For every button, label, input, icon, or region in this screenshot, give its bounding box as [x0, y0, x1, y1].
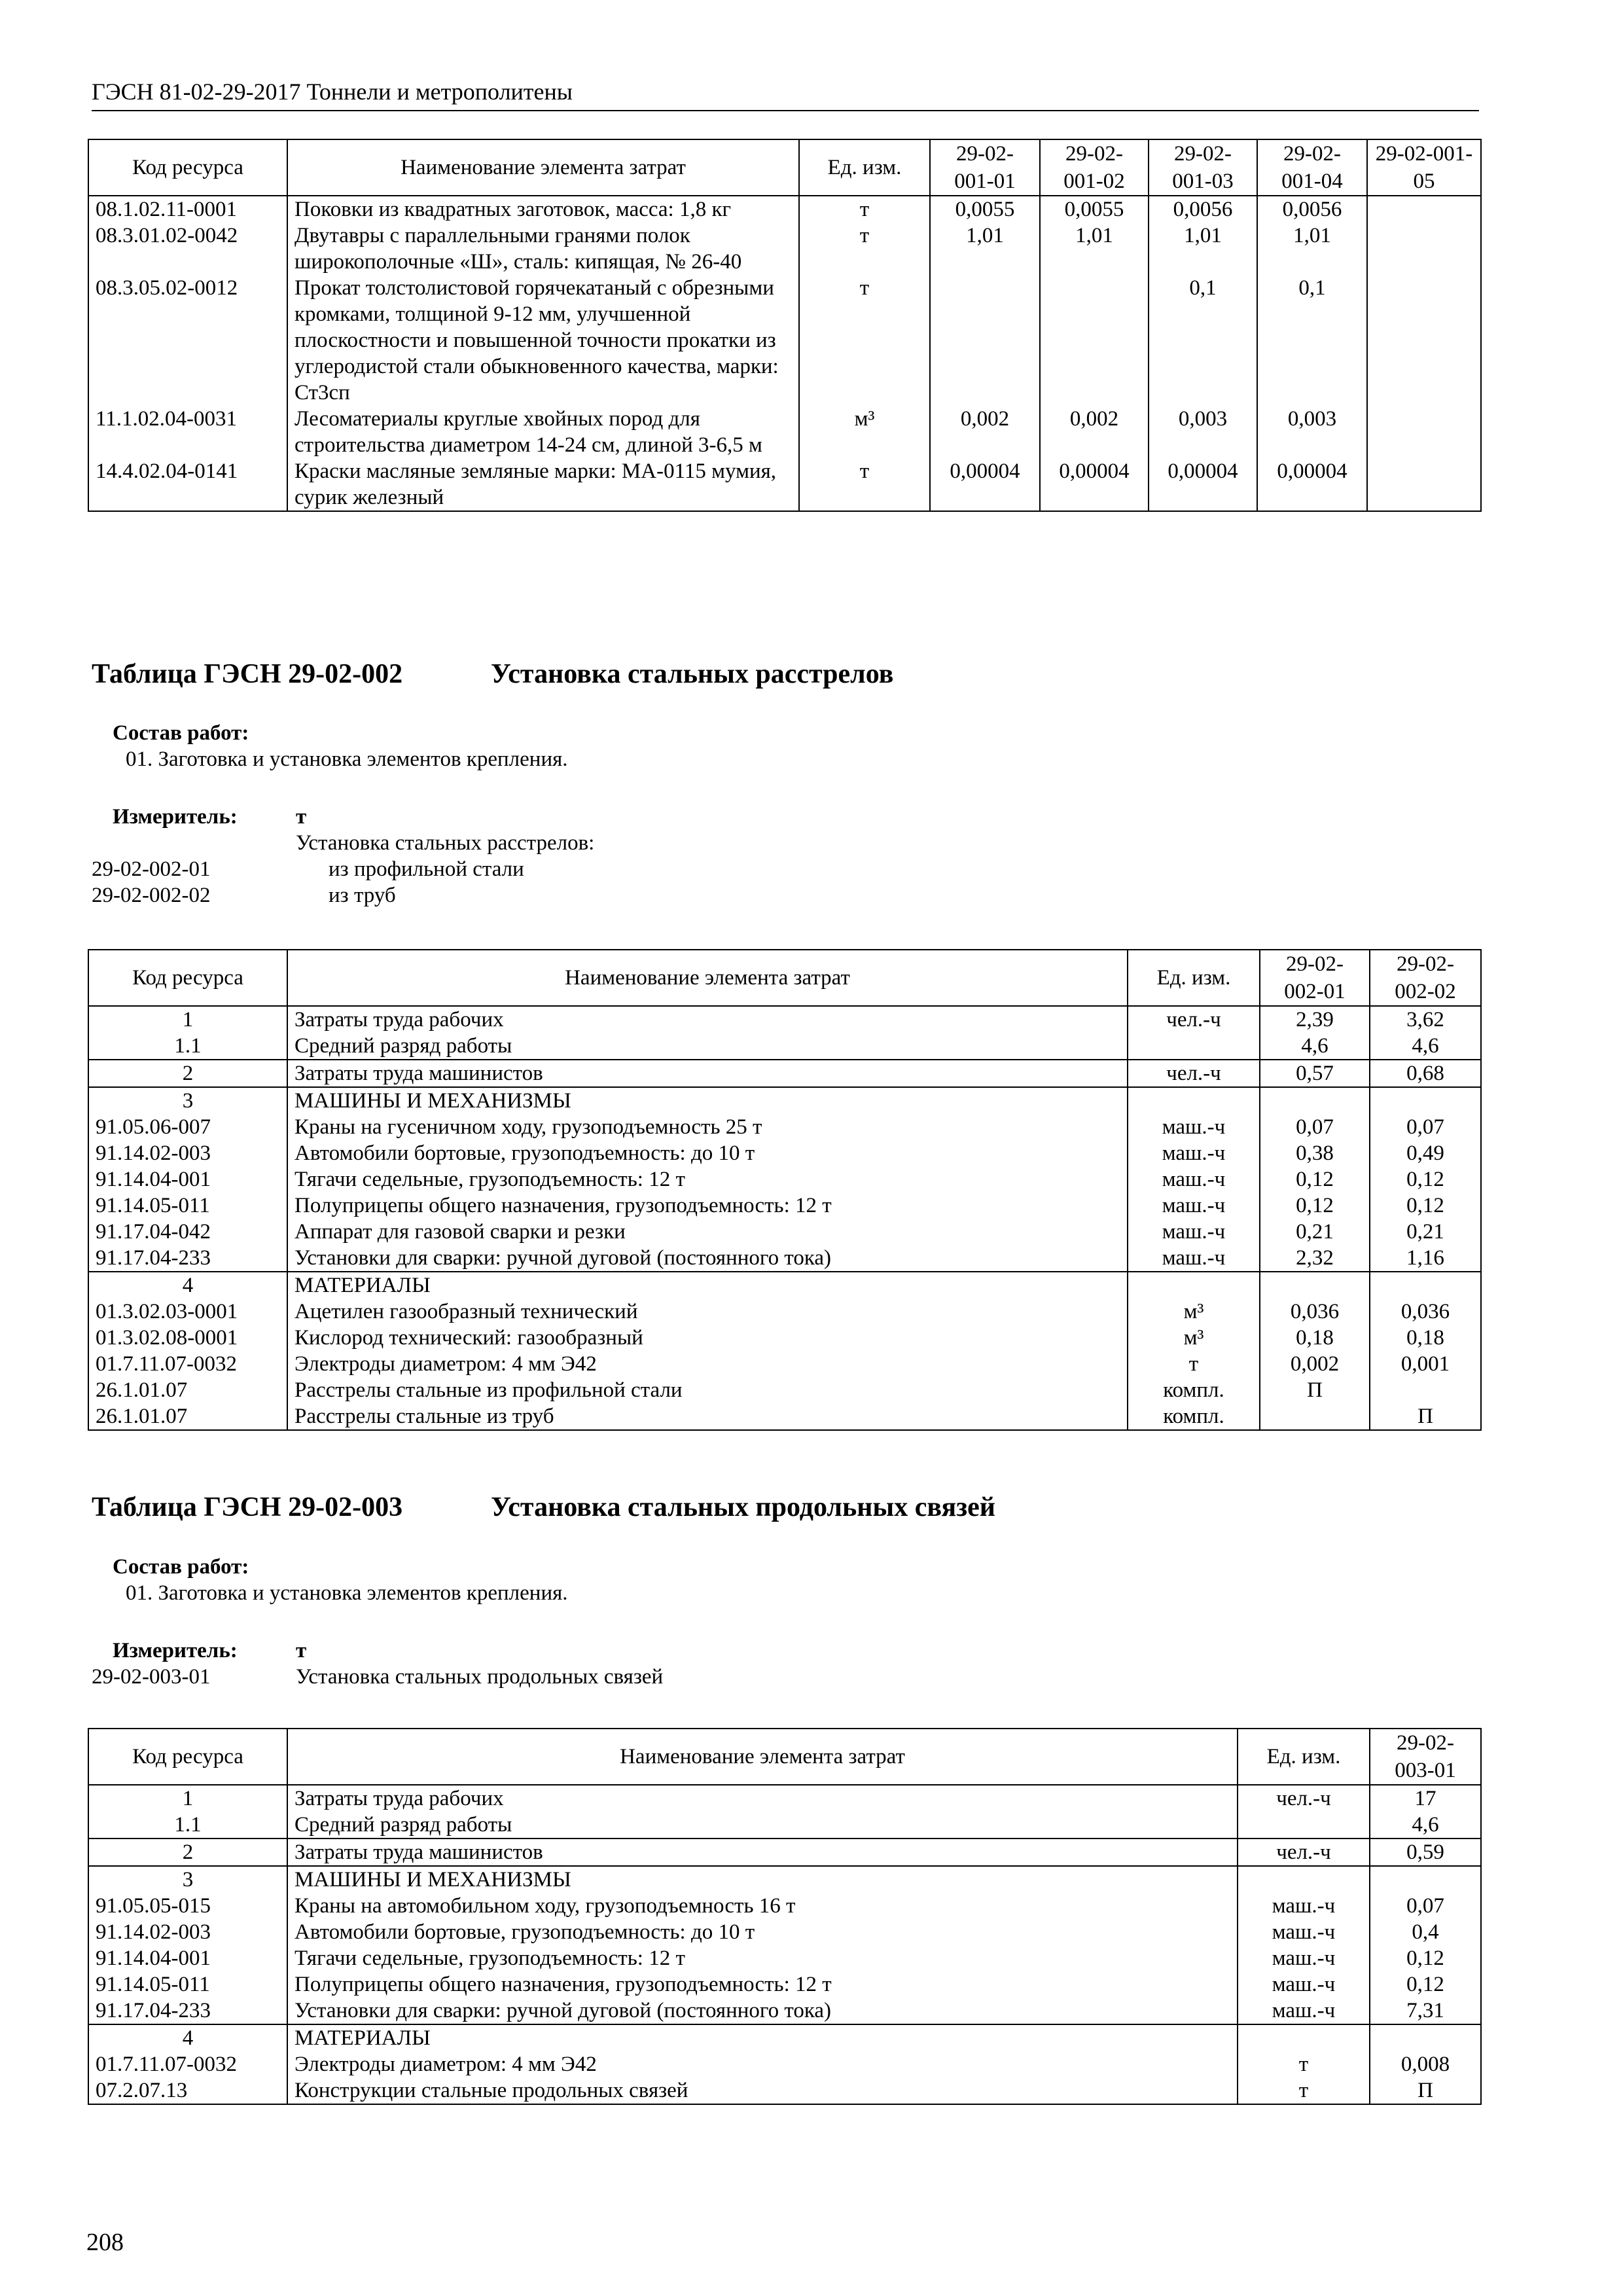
cell-code: 91.17.04-042	[88, 1219, 287, 1245]
cell-value: 4,6	[1260, 1033, 1370, 1060]
cell-name: Тягачи седельные, грузоподъемность: 12 т	[287, 1166, 1128, 1193]
meter-item-text: Установка стальных продольных связей	[296, 1665, 664, 1689]
table-row	[88, 275, 1481, 406]
cell-name: Тягачи седельные, грузоподъемность: 12 т	[287, 1945, 1238, 1971]
works-item: 01. Заготовка и установка элементов крепления.	[126, 747, 568, 771]
col-header-code: Код ресурса	[88, 950, 287, 1006]
cell-name: МАТЕРИАЛЫ	[287, 1272, 1128, 1299]
meter-item-code: 29-02-003-01	[92, 1665, 211, 1689]
cell-unit: маш.-ч	[1128, 1245, 1260, 1272]
cell-name: Двутавры с параллельными гранями полок широкополочные «Ш», сталь: кипящая, № 26-40	[287, 223, 799, 275]
col-header-v5: 29-02-001-05	[1367, 139, 1481, 196]
meter-item	[92, 1664, 1466, 1690]
cell-value: 17	[1370, 1785, 1481, 1812]
cell-unit: маш.-ч	[1128, 1193, 1260, 1219]
cell-value: 0,18	[1370, 1325, 1481, 1351]
cell-unit	[1238, 1866, 1370, 1893]
cell-value: 0,07	[1370, 1893, 1481, 1919]
meter-item-code: 29-02-002-01	[92, 857, 211, 881]
cell-value: 0,036	[1370, 1299, 1481, 1325]
table-row	[88, 1919, 1481, 1945]
meter-label: Измеритель:	[113, 1639, 238, 1662]
cell-value	[1260, 1272, 1370, 1299]
table-row	[88, 1272, 1481, 1299]
cell-value: 0,68	[1370, 1060, 1481, 1087]
cell-unit: компл.	[1128, 1403, 1260, 1430]
table-row	[88, 1140, 1481, 1166]
cell-name: Прокат толстолистовой горячекатаный с обрезными кромками, толщиной 9-12 мм, улучшенной плоскостности и повышенной точности прокатки из углеродистой стали обыкновенного качества, марки: Ст3сп	[287, 275, 799, 406]
cell-unit: маш.-ч	[1128, 1166, 1260, 1193]
cell-value: 1,01	[1257, 223, 1367, 275]
col-header-v1: 29-02-002-01	[1260, 950, 1370, 1006]
cell-value: 0,0055	[1040, 196, 1149, 223]
cell-value: 0,0056	[1257, 196, 1367, 223]
table-row	[88, 1166, 1481, 1193]
cell-code: 91.14.02-003	[88, 1140, 287, 1166]
cell-code: 91.17.04-233	[88, 1245, 287, 1272]
table-row	[88, 1351, 1481, 1377]
cell-unit	[1128, 1033, 1260, 1060]
cell-unit: чел.-ч	[1238, 1785, 1370, 1812]
cell-value: П	[1370, 1403, 1481, 1430]
cell-code: 3	[88, 1866, 287, 1893]
cell-value: 3,62	[1370, 1006, 1481, 1033]
cell-code: 07.2.07.13	[88, 2077, 287, 2104]
cell-value: 0,12	[1260, 1166, 1370, 1193]
cell-unit: маш.-ч	[1238, 1971, 1370, 1998]
cell-value: 0,00004	[1149, 458, 1257, 511]
cell-name: Затраты труда машинистов	[287, 1839, 1238, 1866]
cell-value	[1370, 2024, 1481, 2051]
section-title-29-02-002	[92, 658, 894, 691]
cell-value: 0,59	[1370, 1839, 1481, 1866]
cell-value: 0,18	[1260, 1325, 1370, 1351]
meter-label: Измеритель:	[113, 805, 238, 829]
cell-name: Ацетилен газообразный технический	[287, 1299, 1128, 1325]
cell-value: 4,6	[1370, 1812, 1481, 1839]
cell-name: Установки для сварки: ручной дуговой (постоянного тока)	[287, 1245, 1128, 1272]
cell-name: Полуприцепы общего назначения, грузоподъемность: 12 т	[287, 1193, 1128, 1219]
cell-unit: м³	[1128, 1299, 1260, 1325]
table-row	[88, 1377, 1481, 1403]
table-row	[88, 1193, 1481, 1219]
cell-unit	[1128, 1087, 1260, 1114]
cell-name: Затраты труда рабочих	[287, 1006, 1128, 1033]
cell-unit	[1238, 1812, 1370, 1839]
col-header-unit: Ед. изм.	[1238, 1729, 1370, 1785]
cell-name: Средний разряд работы	[287, 1812, 1238, 1839]
cell-value	[1370, 1087, 1481, 1114]
table-row	[88, 223, 1481, 275]
col-header-unit: Ед. изм.	[799, 139, 930, 196]
col-header-unit: Ед. изм.	[1128, 950, 1260, 1006]
table-row	[88, 2051, 1481, 2077]
cell-code: 08.1.02.11-0001	[88, 196, 287, 223]
meter-item-code: 29-02-002-02	[92, 884, 211, 907]
cell-unit: чел.-ч	[1238, 1839, 1370, 1866]
cell-value: 0,001	[1370, 1351, 1481, 1377]
cell-name: Электроды диаметром: 4 мм Э42	[287, 2051, 1238, 2077]
cell-unit: м³	[799, 406, 930, 458]
cell-unit: м³	[1128, 1325, 1260, 1351]
cell-value: 0,4	[1370, 1919, 1481, 1945]
cell-code: 14.4.02.04-0141	[88, 458, 287, 511]
cell-value: 1,01	[1040, 223, 1149, 275]
cell-value: 0,57	[1260, 1060, 1370, 1087]
table-row	[88, 196, 1481, 223]
cell-name: Краны на автомобильном ходу, грузоподъемность 16 т	[287, 1893, 1238, 1919]
cell-unit: т	[1238, 2051, 1370, 2077]
table-row	[88, 1325, 1481, 1351]
cell-code: 91.05.06-007	[88, 1114, 287, 1140]
cell-unit: маш.-ч	[1238, 1919, 1370, 1945]
cell-value	[1367, 406, 1481, 458]
table-row	[88, 1839, 1481, 1866]
cell-code: 08.3.05.02-0012	[88, 275, 287, 406]
cell-value: 0,002	[1260, 1351, 1370, 1377]
col-header-v1: 29-02-001-01	[930, 139, 1040, 196]
cell-value	[1367, 223, 1481, 275]
works-label: Состав работ:	[113, 721, 249, 745]
meter-block-29-02-002	[92, 804, 1466, 908]
cell-value: 0,12	[1370, 1166, 1481, 1193]
section-name: Установка стальных продольных связей	[491, 1492, 995, 1522]
cell-name: МАТЕРИАЛЫ	[287, 2024, 1238, 2051]
cell-value	[1370, 1272, 1481, 1299]
col-header-name: Наименование элемента затрат	[287, 1729, 1238, 1785]
table-row	[88, 1060, 1481, 1087]
cell-code: 01.3.02.03-0001	[88, 1299, 287, 1325]
meter-item	[92, 856, 1466, 882]
cell-value: 0,003	[1149, 406, 1257, 458]
cell-value: 0,12	[1370, 1971, 1481, 1998]
cell-unit: маш.-ч	[1128, 1219, 1260, 1245]
page-number: 208	[86, 2229, 124, 2256]
table-row	[88, 1893, 1481, 1919]
cell-unit: т	[799, 458, 930, 511]
cell-name: Электроды диаметром: 4 мм Э42	[287, 1351, 1128, 1377]
col-header-code: Код ресурса	[88, 139, 287, 196]
cell-name: Конструкции стальные продольных связей	[287, 2077, 1238, 2104]
col-header-v2: 29-02-002-02	[1370, 950, 1481, 1006]
cell-name: Автомобили бортовые, грузоподъемность: до 10 т	[287, 1919, 1238, 1945]
cell-value: 0,0055	[930, 196, 1040, 223]
table-row	[88, 1785, 1481, 1812]
cell-value: 0,036	[1260, 1299, 1370, 1325]
cell-code: 2	[88, 1060, 287, 1087]
cell-unit: т	[1128, 1351, 1260, 1377]
cell-value: 0,12	[1370, 1193, 1481, 1219]
table-row	[88, 2077, 1481, 2104]
cell-code: 91.05.05-015	[88, 1893, 287, 1919]
table-row	[88, 1033, 1481, 1060]
col-header-code: Код ресурса	[88, 1729, 287, 1785]
meter-group: Установка стальных расстрелов:	[296, 831, 595, 855]
cell-unit: т	[799, 223, 930, 275]
table-row	[88, 1219, 1481, 1245]
cell-value: 0,00004	[1257, 458, 1367, 511]
col-header-v1: 29-02-003-01	[1370, 1729, 1481, 1785]
cell-value	[1260, 1403, 1370, 1430]
works-item: 01. Заготовка и установка элементов крепления.	[126, 1581, 568, 1605]
table-row	[88, 1998, 1481, 2024]
cell-value: 2,32	[1260, 1245, 1370, 1272]
section-code: Таблица ГЭСН 29-02-002	[92, 659, 403, 689]
cell-unit: маш.-ч	[1238, 1945, 1370, 1971]
cell-code: 91.14.05-011	[88, 1193, 287, 1219]
section-name: Установка стальных расстрелов	[491, 659, 894, 689]
cell-code: 1.1	[88, 1033, 287, 1060]
cell-value	[930, 275, 1040, 406]
cell-value: 0,07	[1260, 1114, 1370, 1140]
cell-name: МАШИНЫ И МЕХАНИЗМЫ	[287, 1087, 1128, 1114]
table-row	[88, 1087, 1481, 1114]
col-header-name: Наименование элемента затрат	[287, 950, 1128, 1006]
cell-value: 0,12	[1260, 1193, 1370, 1219]
cell-value: 0,002	[930, 406, 1040, 458]
cell-code: 91.17.04-233	[88, 1998, 287, 2024]
table-row	[88, 1945, 1481, 1971]
cell-value: 0,00004	[930, 458, 1040, 511]
table-row	[88, 1812, 1481, 1839]
cell-code: 01.7.11.07-0032	[88, 1351, 287, 1377]
cell-value	[1370, 1866, 1481, 1893]
cell-code: 01.3.02.08-0001	[88, 1325, 287, 1351]
table-row	[88, 1245, 1481, 1272]
section-code: Таблица ГЭСН 29-02-003	[92, 1492, 403, 1522]
meter-unit: т	[296, 1639, 307, 1662]
cell-code: 3	[88, 1087, 287, 1114]
cell-value	[1367, 196, 1481, 223]
col-header-v2: 29-02-001-02	[1040, 139, 1149, 196]
page-header: ГЭСН 81-02-29-2017 Тоннели и метрополитены	[92, 77, 1479, 111]
cell-name: Средний разряд работы	[287, 1033, 1128, 1060]
cell-value: 2,39	[1260, 1006, 1370, 1033]
cell-name: Поковки из квадратных заготовок, масса: 1,8 кг	[287, 196, 799, 223]
cell-value: 0,12	[1370, 1945, 1481, 1971]
meter-item	[92, 882, 1466, 908]
works-label: Состав работ:	[113, 1555, 249, 1579]
cell-name: Краны на гусеничном ходу, грузоподъемность 25 т	[287, 1114, 1128, 1140]
cell-value: 1,16	[1370, 1245, 1481, 1272]
cell-unit: т	[1238, 2077, 1370, 2104]
cell-name: Расстрелы стальные из труб	[287, 1403, 1128, 1430]
cell-value: 0,21	[1370, 1219, 1481, 1245]
col-header-v4: 29-02-001-04	[1257, 139, 1367, 196]
meter-item-text: из труб	[329, 884, 396, 907]
cell-unit	[1238, 2024, 1370, 2051]
cell-value	[1367, 275, 1481, 406]
cell-name: Краски масляные земляные марки: МА-0115 мумия, сурик железный	[287, 458, 799, 511]
works-block-29-02-002	[92, 720, 1466, 772]
table-row	[88, 1006, 1481, 1033]
cell-value: 0,21	[1260, 1219, 1370, 1245]
cell-value: 0,008	[1370, 2051, 1481, 2077]
cell-code: 11.1.02.04-0031	[88, 406, 287, 458]
cell-code: 4	[88, 2024, 287, 2051]
cell-value: 7,31	[1370, 1998, 1481, 2024]
cell-unit: маш.-ч	[1238, 1893, 1370, 1919]
cell-unit: маш.-ч	[1128, 1114, 1260, 1140]
cell-code: 4	[88, 1272, 287, 1299]
cell-value: 1,01	[930, 223, 1040, 275]
cell-unit: компл.	[1128, 1377, 1260, 1403]
cell-code: 1.1	[88, 1812, 287, 1839]
cell-code: 91.14.04-001	[88, 1166, 287, 1193]
table-row	[88, 406, 1481, 458]
cell-name: Аппарат для газовой сварки и резки	[287, 1219, 1128, 1245]
meter-item-text: из профильной стали	[329, 857, 524, 881]
works-block-29-02-003	[92, 1554, 1466, 1606]
cell-name: МАШИНЫ И МЕХАНИЗМЫ	[287, 1866, 1238, 1893]
cell-value: 0,003	[1257, 406, 1367, 458]
cell-value: 4,6	[1370, 1033, 1481, 1060]
table-row	[88, 1403, 1481, 1430]
cell-value	[1040, 275, 1149, 406]
cell-code: 26.1.01.07	[88, 1377, 287, 1403]
cell-value: 0,07	[1370, 1114, 1481, 1140]
cell-name: Кислород технический: газообразный	[287, 1325, 1128, 1351]
cell-code: 91.14.04-001	[88, 1945, 287, 1971]
cell-value: 0,0056	[1149, 196, 1257, 223]
cell-value	[1260, 1087, 1370, 1114]
cell-code: 1	[88, 1785, 287, 1812]
cell-value: П	[1370, 2077, 1481, 2104]
cell-name: Затраты труда машинистов	[287, 1060, 1128, 1087]
cell-unit: чел.-ч	[1128, 1006, 1260, 1033]
cell-unit: маш.-ч	[1238, 1998, 1370, 2024]
cell-name: Установки для сварки: ручной дуговой (постоянного тока)	[287, 1998, 1238, 2024]
table-row	[88, 458, 1481, 511]
cell-value: 0,002	[1040, 406, 1149, 458]
cell-code: 91.14.02-003	[88, 1919, 287, 1945]
cell-name: Полуприцепы общего назначения, грузоподъемность: 12 т	[287, 1971, 1238, 1998]
cell-value: 0,1	[1257, 275, 1367, 406]
cell-code: 1	[88, 1006, 287, 1033]
cell-value: 0,1	[1149, 275, 1257, 406]
table-row	[88, 2024, 1481, 2051]
cell-name: Расстрелы стальные из профильной стали	[287, 1377, 1128, 1403]
cell-value	[1370, 1377, 1481, 1403]
section-title-29-02-003	[92, 1491, 995, 1524]
cell-value: П	[1260, 1377, 1370, 1403]
col-header-v3: 29-02-001-03	[1149, 139, 1257, 196]
table-row	[88, 1866, 1481, 1893]
cell-value: 1,01	[1149, 223, 1257, 275]
cell-code: 2	[88, 1839, 287, 1866]
cell-value: 0,38	[1260, 1140, 1370, 1166]
cell-unit: чел.-ч	[1128, 1060, 1260, 1087]
cell-code: 91.14.05-011	[88, 1971, 287, 1998]
meter-unit: т	[296, 805, 307, 829]
cell-name: Лесоматериалы круглые хвойных пород для строительства диаметром 14-24 см, длиной 3-6,5 м	[287, 406, 799, 458]
cell-unit: маш.-ч	[1128, 1140, 1260, 1166]
cell-unit: т	[799, 275, 930, 406]
cell-name: Затраты труда рабочих	[287, 1785, 1238, 1812]
cell-value	[1367, 458, 1481, 511]
cell-unit	[1128, 1272, 1260, 1299]
col-header-name: Наименование элемента затрат	[287, 139, 799, 196]
cell-value: 0,00004	[1040, 458, 1149, 511]
cell-code: 08.3.01.02-0042	[88, 223, 287, 275]
cell-value: 0,49	[1370, 1140, 1481, 1166]
table-row	[88, 1971, 1481, 1998]
cell-unit: т	[799, 196, 930, 223]
resource-table-29-02-002	[88, 949, 1482, 1431]
cell-name: Автомобили бортовые, грузоподъемность: до 10 т	[287, 1140, 1128, 1166]
cell-code: 26.1.01.07	[88, 1403, 287, 1430]
cell-code: 01.7.11.07-0032	[88, 2051, 287, 2077]
meter-block-29-02-003	[92, 1638, 1466, 1690]
resource-table-29-02-003	[88, 1728, 1482, 2105]
table-row	[88, 1299, 1481, 1325]
table-row	[88, 1114, 1481, 1140]
resource-table-29-02-001	[88, 139, 1482, 512]
